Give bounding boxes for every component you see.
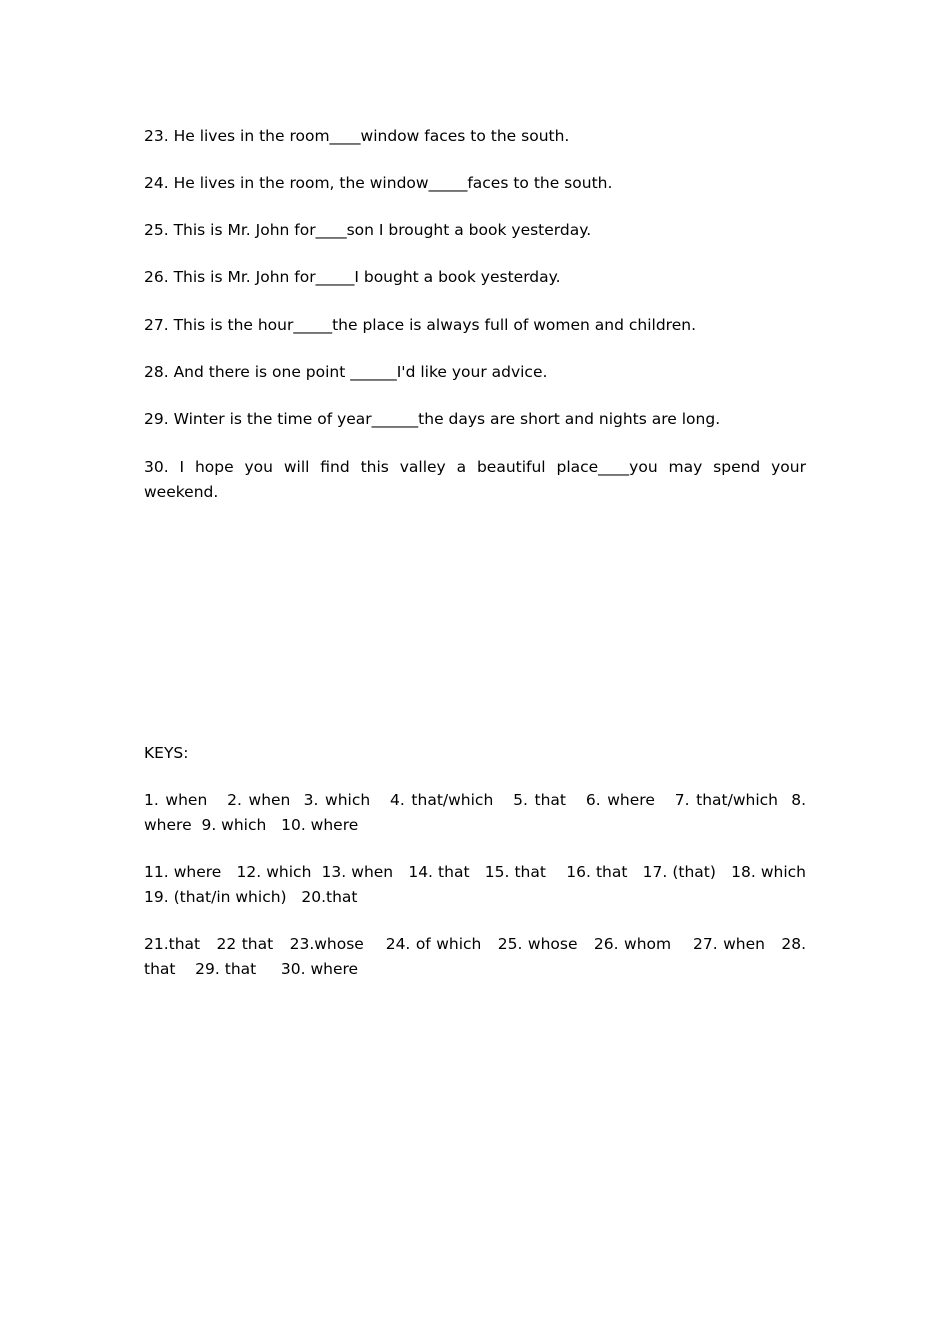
- question-28: 28. And there is one point ______I'd like your advice.: [144, 363, 548, 381]
- keys-paragraph-3: 21.that 22 that 23.whose 24. of which 25. whose 26. whom 27. when 28. that 29. that 30. where: [144, 935, 811, 978]
- keys-paragraph-1: 1. when 2. when 3. which 4. that/which 5. that 6. where 7. that/which 8. where 9. which 10. where: [144, 791, 811, 834]
- question-29: 29. Winter is the time of year______the days are short and nights are long.: [144, 410, 721, 428]
- keys-paragraph-2: 11. where 12. which 13. when 14. that 15. that 16. that 17. (that) 18. which 19. (that/in which) 20.that: [144, 863, 826, 906]
- question-27: 27. This is the hour_____the place is always full of women and children.: [144, 316, 696, 334]
- question-25: 25. This is Mr. John for____son I brought a book yesterday.: [144, 221, 592, 239]
- question-23: 23. He lives in the room____window faces to the south.: [144, 127, 570, 145]
- question-24: 24. He lives in the room, the window_____faces to the south.: [144, 174, 613, 192]
- keys-heading: KEYS:: [144, 744, 189, 762]
- question-26: 26. This is Mr. John for_____I bought a book yesterday.: [144, 268, 561, 286]
- question-30: 30. I hope you will find this valley a beautiful place____you may spend your weekend.: [144, 458, 816, 501]
